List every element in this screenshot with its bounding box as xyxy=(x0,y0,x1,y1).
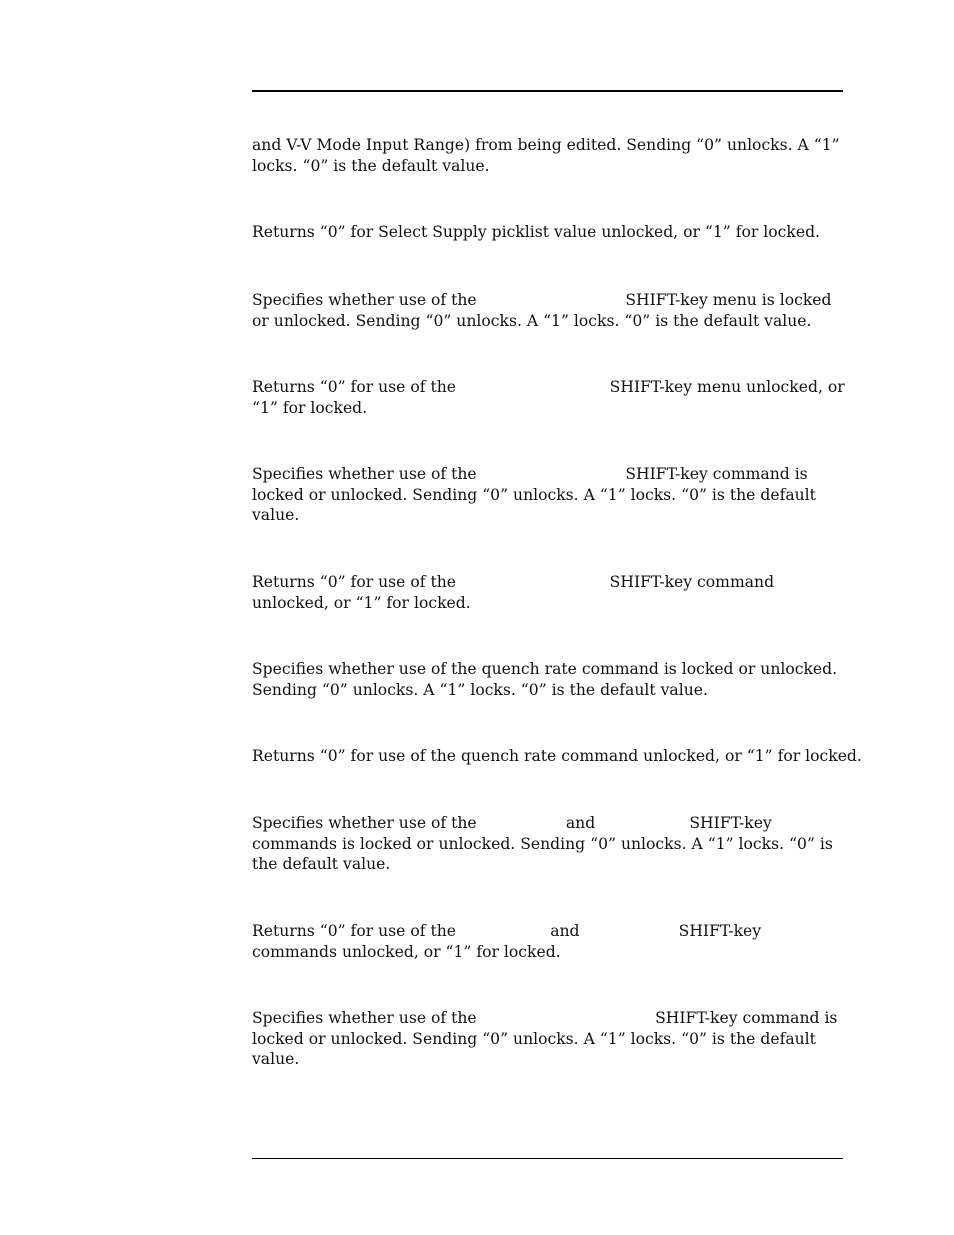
text-line: value. xyxy=(252,506,300,524)
paragraph-1 xyxy=(252,135,852,176)
text-line: Sending “0” unlocks. A “1” locks. “0” is the default value. xyxy=(252,680,708,699)
text-line: Returns “0” for Select Supply picklist value unlocked, or “1” for locked. xyxy=(252,223,821,241)
text-line: value. xyxy=(252,1050,300,1068)
text-line: commands unlocked, or “1” for locked. xyxy=(252,942,561,961)
paragraph-4 xyxy=(252,377,852,418)
footer-rule xyxy=(252,1158,843,1159)
text-line: Specifies whether use of the quench rate command is locked or unlocked. xyxy=(252,660,838,678)
text-line: and V-V Mode Input Range) from being edited. Sending “0” unlocks. A “1” xyxy=(252,136,840,154)
paragraph-9 xyxy=(252,813,852,875)
paragraph-6 xyxy=(252,572,852,613)
text-line: locked or unlocked. Sending “0” unlocks. A “1” locks. “0” is the default xyxy=(252,1029,816,1048)
text-line: locked or unlocked. Sending “0” unlocks. A “1” locks. “0” is the default xyxy=(252,485,816,504)
text-line: Returns “0” for use of the and SHIFT-key xyxy=(252,922,762,940)
paragraph-10 xyxy=(252,921,852,962)
text-line: commands is locked or unlocked. Sending “0” unlocks. A “1” locks. “0” is xyxy=(252,834,833,853)
paragraph-2 xyxy=(252,222,852,243)
text-line: Returns “0” for use of the SHIFT-key menu unlocked, or xyxy=(252,378,845,396)
text-line: the default value. xyxy=(252,855,391,873)
text-line: Returns “0” for use of the SHIFT-key command xyxy=(252,573,775,591)
text-line: Returns “0” for use of the quench rate command unlocked, or “1” for locked. xyxy=(252,747,862,765)
paragraph-3 xyxy=(252,290,852,331)
text-line: Specifies whether use of the SHIFT-key command is xyxy=(252,465,808,483)
text-line: Specifies whether use of the and SHIFT-key xyxy=(252,814,772,832)
text-line: unlocked, or “1” for locked. xyxy=(252,593,471,612)
text-line: Specifies whether use of the SHIFT-key menu is locked xyxy=(252,291,832,309)
paragraph-5 xyxy=(252,464,852,526)
paragraph-7 xyxy=(252,659,852,700)
text-line: Specifies whether use of the SHIFT-key command is xyxy=(252,1009,838,1027)
paragraph-8 xyxy=(252,746,862,767)
header-rule xyxy=(252,90,843,92)
text-line: or unlocked. Sending “0” unlocks. A “1” locks. “0” is the default value. xyxy=(252,311,812,330)
text-line: locks. “0” is the default value. xyxy=(252,156,490,175)
text-line: “1” for locked. xyxy=(252,398,368,417)
paragraph-11 xyxy=(252,1008,852,1070)
